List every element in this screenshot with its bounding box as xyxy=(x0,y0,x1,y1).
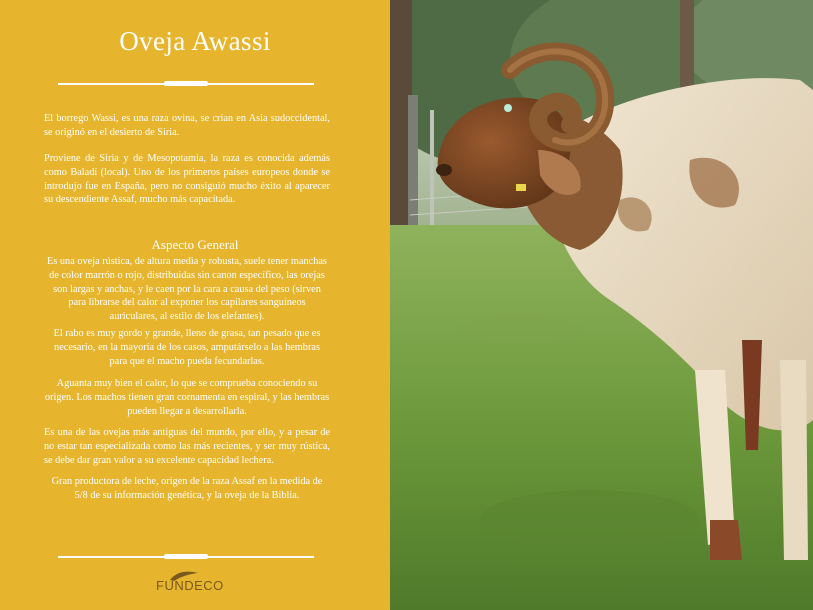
ram-photo-icon xyxy=(390,0,813,610)
section-paragraph-1: Es una oveja rústica, de altura media y robusta, suele tener manchas de color marrón o rojo, distribuidas sin canon específico, las orejas son largas y anchas, y le caen por la cara a causa del peso (sirven para librarse del calor al exponer los capilares sanguíneos auriculares, al estilo de los elefantes). xyxy=(47,256,327,323)
section-paragraph-3: Aguanta muy bien el calor, lo que se comprueba conociendo su origen. Los machos tienen gran cornamenta en espiral, y las hembras pueden llegar a desarrollarla. xyxy=(44,378,330,417)
fundeco-logo xyxy=(150,570,240,596)
footer-divider xyxy=(58,556,314,558)
page-title: Oveja Awassi xyxy=(119,26,271,56)
section-heading: Aspecto General xyxy=(151,237,239,252)
section-paragraph-4: Es una de las ovejas más antiguas del mundo, por ello, y a pesar de no estar tan especializada como las más recientes, y ser muy rústica, se debe dar gran valor a su excelente capacidad lechera. xyxy=(44,427,330,466)
intro-paragraph-2: Proviene de Siria y de Mesopotamia, la raza es conocida además como Baladí (local). Uno de los primeros países europeos donde se introdujo fue en España, pero no consiguió mucho éxito al aparecer su descendiente Assaf, mucho más capacitada. xyxy=(44,153,330,206)
awassi-ram-photo xyxy=(390,0,813,610)
logo-text: FUNDECO xyxy=(156,578,224,593)
title-divider xyxy=(58,83,314,85)
intro-paragraph-1: El borrego Wassi, es una raza ovina, se crían en Asia sudoccidental, se originó en el desierto de Siria. xyxy=(44,113,330,138)
text-panel xyxy=(0,0,390,610)
section-paragraph-5: Gran productora de leche, origen de la raza Assaf en la medida de 5/8 de su información genética, y la oveja de la Biblia. xyxy=(51,476,323,501)
section-paragraph-2: El rabo es muy gordo y grande, lleno de grasa, tan pesado que es necesario, en la mayoría de los casos, amputárselo a las hembras para que el macho pueda fecundarlas. xyxy=(53,328,321,367)
